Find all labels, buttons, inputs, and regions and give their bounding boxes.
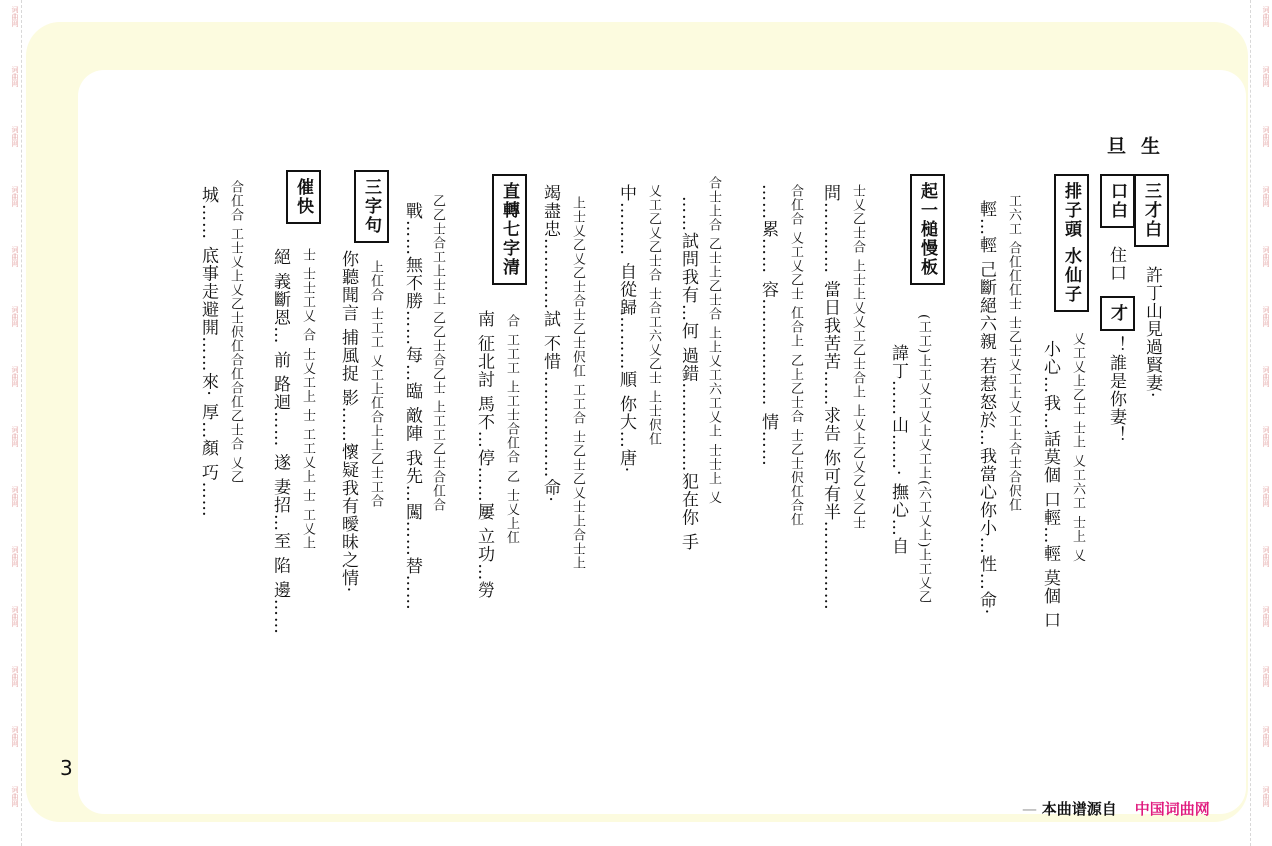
notation-line: 乂工乂上乙士 士上 乂工六工 士上 乂 <box>1070 332 1085 563</box>
lyric-line: 你聽聞言 捕風捉 影……懷疑我有曖昧之情· <box>338 250 358 594</box>
source-site-link[interactable]: 中国词曲网 <box>1134 800 1210 818</box>
lyric-line: 竭盡忠…………試 不惜………………命· <box>540 184 560 503</box>
lyric-line: 問………… 當日我苦苦……求告 你可有半…………… <box>820 184 840 611</box>
watermark: 词曲网 <box>11 486 19 507</box>
notation-line: 工六工 合仜仜仜士 士乙士乂工上乂工上合士合伬仜 <box>1006 194 1021 513</box>
watermark: 词曲网 <box>1262 726 1270 747</box>
watermark: 词曲网 <box>1262 186 1270 207</box>
watermark: 词曲网 <box>1262 666 1270 687</box>
lyric-line: ！誰是你妻！ <box>1106 336 1126 444</box>
watermark: 词曲网 <box>1262 246 1270 267</box>
left-margin-strip <box>0 0 22 846</box>
watermark: 词曲网 <box>11 126 19 147</box>
lyric-line: 諱丁……山……· 撫心…自 <box>888 344 908 555</box>
lyric-line: 輕…輕 己斷絕六親 若惹怒於…我當心你小…性…命· <box>976 200 996 616</box>
watermark: 词曲网 <box>1262 6 1270 27</box>
lyric-line: ……試問我有…何 過錯……………犯在你 手 <box>678 196 698 551</box>
source-credit <box>1022 798 1210 819</box>
lyric-line: ……累…… 容……………… 情…… <box>758 184 778 467</box>
notation-line: 上仜合 士工工 乂工上仜合上上乙士工合 <box>368 260 383 509</box>
kou-bai-label: 口白 <box>1100 174 1135 228</box>
lyric-line: 絕 義斷恩… 前 路迴…… 遂 妻招…至 陷 邊…… <box>270 248 290 635</box>
lyric-line: 小心…我…話莫個 口輕…輕 莫個 口 <box>1040 340 1060 630</box>
watermark: 词曲网 <box>11 666 19 687</box>
notation-line: 乂工乙乂乙士合 士合工六乂乙士 上士伬仜 <box>646 184 661 447</box>
zhi-zhuan-label: 直轉七字清 <box>492 174 527 285</box>
cai-label: 才 <box>1100 296 1135 331</box>
notation-line: 合仜合 工士乂上乂乙士伬仜合仜合仜乙士合 乂乙 <box>228 180 243 485</box>
cui-kuai-label: 催快 <box>286 170 321 224</box>
role-dan: 旦 <box>1104 136 1126 156</box>
watermark: 词曲网 <box>1262 306 1270 327</box>
notation-line: 士 士士工乂 合 士乂工上 士 工工乂上 士 工乂上 <box>300 248 315 550</box>
lyric-line: 城…… 底事走避開……來· 厚…顏 巧…… <box>198 186 218 518</box>
san-cai-bai-label: 三才白 <box>1134 174 1169 247</box>
notation-line: (工工)上工乂工乂上乂工上(六工乂上)上工乂乙 <box>916 314 931 605</box>
lyric-line: 中……… 自從歸………順 你大…唐· <box>616 184 636 474</box>
watermark: 词曲网 <box>11 426 19 447</box>
pai-zi-label: 排子頭 水仙子 <box>1054 174 1089 312</box>
role-sheng: 生 <box>1138 136 1160 156</box>
notation-line: 合 工工工 上工士合仜合 乙 士乂上仜 <box>504 314 519 545</box>
san-zi-ju-label: 三字句 <box>354 170 389 243</box>
watermark: 词曲网 <box>1262 786 1270 807</box>
source-label: 本曲谱源自 <box>1041 800 1117 818</box>
right-margin-strip <box>1250 0 1272 846</box>
watermark: 词曲网 <box>1262 546 1270 567</box>
watermark: 词曲网 <box>11 66 19 87</box>
watermark: 词曲网 <box>11 366 19 387</box>
watermark: 词曲网 <box>1262 126 1270 147</box>
watermark: 词曲网 <box>11 306 19 327</box>
notation-line: 上士乂乙乂乙士合士乙士伬仜 工工合 士乙士乙乂士上合士上 <box>570 196 585 571</box>
notation-line: 合士上合 乙士上乙士合 上上乂工六工乂上 士士上 乂 <box>706 176 721 505</box>
watermark: 词曲网 <box>11 606 19 627</box>
watermark: 词曲网 <box>11 726 19 747</box>
watermark: 词曲网 <box>1262 66 1270 87</box>
watermark: 词曲网 <box>11 546 19 567</box>
lyric-line: 南 征北討 馬不…停……屢 立功…勞 <box>474 310 494 600</box>
lyric-line: 戰……無不勝……每…臨 敵陣 我先…闖……替…… <box>402 202 422 611</box>
watermark: 词曲网 <box>11 246 19 267</box>
watermark: 词曲网 <box>1262 486 1270 507</box>
lyric-line: 住口 <box>1106 246 1126 282</box>
notation-line: 合仜合 乂工乂乙士 仜合上 乙上乙士合 士乙士伬仜合仜 <box>788 184 803 527</box>
lyric-line: 許丁山見過賢妻· <box>1142 266 1162 399</box>
watermark: 词曲网 <box>11 786 19 807</box>
qi-yi-ban-label: 起一槌慢板 <box>910 174 945 285</box>
source-dash: — <box>1022 800 1042 818</box>
notation-line: 士乂乙士合 上士上乂乂工乙士合上 上乂上乙乂乙乂乙士 <box>850 184 865 531</box>
watermark: 词曲网 <box>11 6 19 27</box>
page-frame <box>26 22 1248 822</box>
watermark: 词曲网 <box>1262 366 1270 387</box>
score-sheet <box>78 70 1246 814</box>
watermark: 词曲网 <box>11 186 19 207</box>
watermark: 词曲网 <box>1262 426 1270 447</box>
notation-line: 乙乙士合工上士上 乙乙士合乙士 上工工乙士合仜合 <box>430 194 445 513</box>
page-number: 3 <box>60 756 73 780</box>
watermark: 词曲网 <box>1262 606 1270 627</box>
